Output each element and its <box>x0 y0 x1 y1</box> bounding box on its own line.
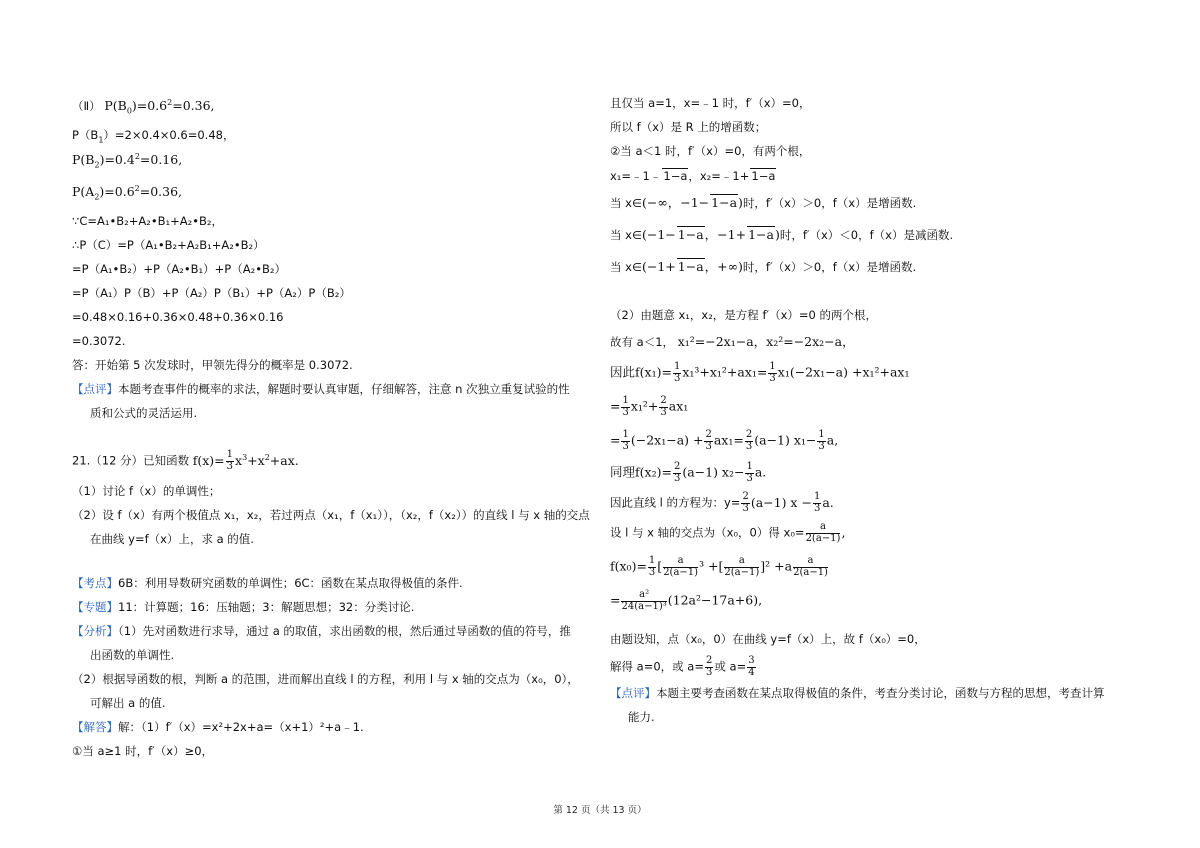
line-pc-4: =0.48×0.16+0.36×0.48+0.36×0.16 <box>72 310 284 324</box>
line-pa2: $P(A_2)=0.6^2=0.36$, <box>72 184 183 202</box>
line-c-def: ∵C=A₁•B₂+A₂•B₁+A₂•B₂， <box>72 214 224 228</box>
jieda-line-1: 【解答】解：（1）f′（x）=x²+2x+a=（x+1）²+a﹣1. <box>72 720 364 734</box>
review-tag: 【点评】 <box>72 382 118 396</box>
review-line-1: 【点评】本题考查事件的概率的求法，解题时要认真审题，仔细解答，注意 n 次独立重复试验的性 <box>72 382 570 396</box>
r-line-1: 且仅当 a=1，x=﹣1 时，f′（x）=0， <box>610 96 811 110</box>
r-line-part2: （2）由题意 x₁，x₂，是方程 f′（x）=0 的两个根， <box>610 308 878 322</box>
fraction-1-3: $\frac{1}{3}$ <box>226 449 234 472</box>
line-pc: ∴P（C）=P（A₁•B₂+A₂B₁+A₂•B₂） <box>72 238 265 252</box>
jieda-tag: 【解答】 <box>72 720 118 734</box>
sqrt-2: 1−a <box>751 169 776 183</box>
question-21: 21.（12 分）已知函数 f(x)= $\frac{1}{3}$ $x^3+x^2+ax$. <box>72 449 299 472</box>
line-pb2: $P(B_2)=0.4^2=0.16$, <box>72 152 183 170</box>
line-pc-2: =P（A₁•B₂）+P（A₂•B₁）+P（A₂•B₂） <box>72 262 286 276</box>
r-line-fx1: 因此f(x₁)= $\frac{1}{3}$ x₁³+x₁²+ax₁= $\frac{1}{3}$ x₁(−2x₁−a) +x₁²+ax₁ <box>610 361 910 384</box>
r-review-line-2: 能力. <box>628 710 655 724</box>
fenxi-tag: 【分析】 <box>72 624 118 638</box>
line-pb1: $P(B_1)=2\times 0.4\times 0.6=0.48$， <box>72 128 235 145</box>
r-line-fx0: f(x₀)= $\frac{1}{3}$ [ $\frac{a}{2(a-1)}$ ³ +[ $\frac{a}{2(a-1)}$ ]² +a $\frac{a}{2(a-1)}$ <box>610 555 828 578</box>
page-footer: 第 12 页（共 13 页） <box>553 805 647 816</box>
review-line-2: 质和公式的灵活运用. <box>90 406 198 420</box>
r-line-fx0-2: = $\frac{\text{a²}}{\text{24(a−1)³}}$ (12a²−17a+6), <box>610 589 763 612</box>
r-review-tag: 【点评】 <box>610 686 656 700</box>
line-pc-3: =P（A₁）P（B）+P（A₂）P（B₁）+P（A₂）P（B₂） <box>72 286 351 300</box>
r-line-2: 所以 f（x）是 R 上的增函数； <box>610 120 767 134</box>
line-pc-result: =0.3072. <box>72 334 126 348</box>
fenxi-line-2: 出函数的单调性. <box>90 648 175 662</box>
kaodian-tag: 【考点】 <box>72 576 118 590</box>
question-21-part2-cont: 在曲线 y=f（x）上，求 a 的值. <box>90 532 254 546</box>
r-line-fx1-3: = $\frac{1}{3}$ (−2x₁−a) + $\frac{2}{3}$ ax₁= $\frac{2}{3}$ (a−1) x₁− $\frac{1}{3}$ a, <box>610 429 839 452</box>
r-line-solution: 解得 a=0，或 a= $\frac{2}{3}$ 或 a= $\frac{3}{4}$ <box>610 655 755 678</box>
r-line-line-l: 因此直线 l 的方程为：y= $\frac{2}{3}$ (a−1) x − $\frac{1}{3}$ a. <box>610 491 834 514</box>
r-line-x0: 设 l 与 x 轴的交点为（x₀，0）得 x₀= $\frac{a}{2(a-1)}$ , <box>610 521 846 544</box>
r-line-condition: 由题设知，点（x₀，0）在曲线 y=f（x）上，故 f（x₀）=0， <box>610 632 926 646</box>
r-line-fx1-2: = $\frac{1}{3}$ x₁²+ $\frac{2}{3}$ ax₁ <box>610 395 689 418</box>
r-line-interval-1: 当 x∈(−∞，−1− 1−a)时，f′（x）＞0，f（x）是增函数. <box>610 195 917 210</box>
jieda-line-2: ①当 a≥1 时，f′（x）≥0， <box>72 744 214 758</box>
fenxi-line-4: 可解出 a 的值. <box>90 696 166 710</box>
r-line-roots: x₁=﹣1﹣ 1−a，x₂=﹣1+ 1−a <box>610 169 776 183</box>
r-line-3: ②当 a＜1 时，f′（x）=0，有两个根， <box>610 144 811 158</box>
r-line-a-lt-1: 故有 a＜1， x₁²=−2x₁−a，x₂²=−2x₂−a， <box>610 334 855 349</box>
r-review-line-1: 【点评】本题主要考查函数在某点取得极值的条件，考查分类讨论，函数与方程的思想，考查计算 <box>610 686 1105 700</box>
kaodian-line: 【考点】6B：利用导数研究函数的单调性；6C：函数在某点取得极值的条件. <box>72 576 463 590</box>
fenxi-line-1: 【分析】（1）先对函数进行求导，通过 a 的取值，求出函数的根，然后通过导函数的值的符号，推 <box>72 624 571 638</box>
question-21-part1: （1）讨论 f（x）的单调性； <box>72 484 221 498</box>
question-21-part2: （2）设 f（x）有两个极值点 x₁，x₂，若过两点（x₁，f（x₁）），（x₂，f（x₂））的直线 l 与 x 轴的交点 <box>72 508 590 522</box>
zhuanti-line: 【专题】11：计算题；16：压轴题；3：解题思想；32：分类讨论. <box>72 600 415 614</box>
r-line-interval-2: 当 x∈(−1− 1−a，−1+ 1−a)时，f′（x）＜0，f（x）是减函数. <box>610 227 954 242</box>
line-pb0: （Ⅱ） $P(B_0)=0.6^2=0.36$, <box>72 98 215 116</box>
zhuanti-tag: 【专题】 <box>72 600 118 614</box>
r-line-fx2: 同理f(x₂)= $\frac{2}{3}$ (a−1) x₂− $\frac{1}{3}$ a. <box>610 461 767 484</box>
fenxi-line-3: （2）根据导函数的根，判断 a 的范围，进而解出直线 l 的方程，利用 l 与 x 轴的交点为（x₀，0）， <box>72 672 579 686</box>
r-line-interval-3: 当 x∈(−1+ 1−a，+∞)时，f′（x）＞0，f（x）是增函数. <box>610 259 917 274</box>
sqrt-1: 1−a <box>663 169 688 183</box>
answer-line: 答：开始第 5 次发球时，甲领先得分的概率是 0.3072. <box>72 358 353 372</box>
